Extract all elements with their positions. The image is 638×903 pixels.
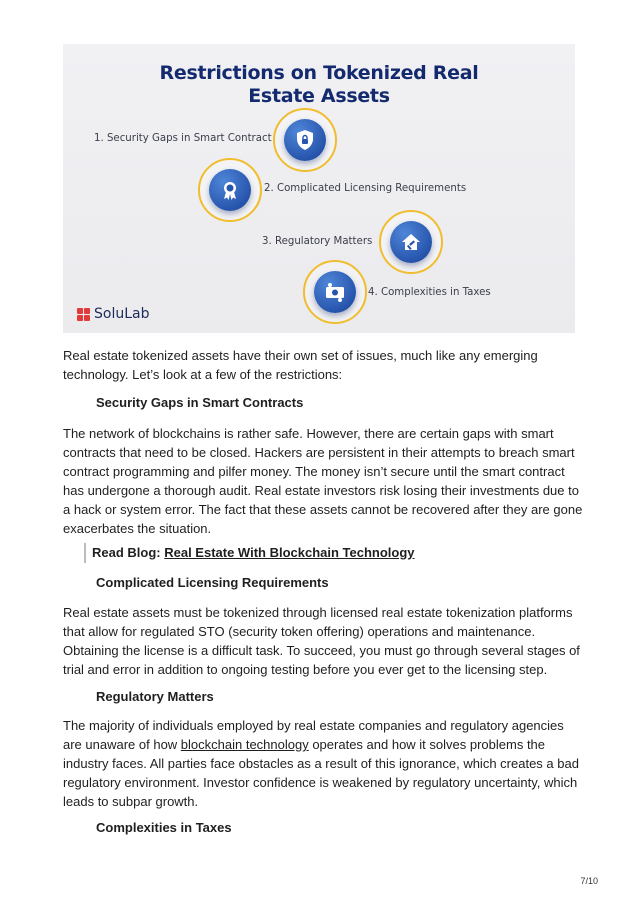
heading-regulatory: Regulatory Matters — [96, 689, 214, 704]
item-label-regulatory: 3. Regulatory Matters — [262, 236, 373, 247]
item-label-security-gaps: 1. Security Gaps in Smart Contract — [94, 133, 272, 144]
paragraph-security-gaps: The network of blockchains is rather safe. However, there are certain gaps with smart contracts that need to be closed. Hackers are persistent in their attempts to breach smart contract programming and pilfer money. The money isn’t secure until the smart contract has undergone a thorough audit. Real estate investors risk losing their investments due to a hack or system error. The fact that these assets cannot be recovered after they are gone exacerbates the situation. — [63, 426, 583, 536]
read-blog-callout — [84, 543, 415, 563]
blockchain-technology-link[interactable]: blockchain technology — [180, 737, 309, 752]
paragraph-regulatory — [63, 716, 583, 811]
regulatory-text-after: operates and how it solves problems the industry faces. All parties face obstacles as a result of this ignorance, which creates a bad regulatory environment. Investor confidence is weakened by regulatory uncertainty, which leads to subpar growth. — [63, 737, 579, 809]
badge-seal-icon — [209, 169, 251, 211]
page-number: 7/10 — [580, 876, 598, 886]
solulab-logo — [77, 306, 149, 322]
regulatory-text-before: The majority of individuals employed by real estate companies and regulatory agencies are unaware of how — [63, 718, 564, 752]
infographic-title-line-1: Restrictions on Tokenized Real — [159, 62, 479, 84]
heading-security-gaps: Security Gaps in Smart Contracts — [96, 395, 304, 410]
item-label-taxes: 4. Complexities in Taxes — [368, 287, 491, 298]
solulab-mark-icon — [77, 308, 90, 321]
infographic-image — [63, 44, 575, 333]
brand-name: SoluLab — [94, 306, 150, 322]
heading-taxes: Complexities in Taxes — [96, 820, 232, 835]
shield-lock-icon — [284, 119, 326, 161]
paragraph-licensing: Real estate assets must be tokenized through licensed real estate tokenization platforms that allow for regulated STO (security token offering) operations and maintenance. Obtaining the license is a difficult task. To succeed, you must go through several stages of trial and error in addition to ongoing testing before you ever get to the licensing step. — [63, 605, 580, 677]
read-blog-prefix: Read Blog: — [92, 545, 165, 560]
tax-money-icon — [314, 271, 356, 313]
item-label-licensing: 2. Complicated Licensing Requirements — [264, 183, 467, 194]
heading-licensing: Complicated Licensing Requirements — [96, 575, 329, 590]
infographic-title-line-2: Estate Assets — [248, 85, 390, 107]
read-blog-link[interactable]: Real Estate With Blockchain Technology — [164, 545, 415, 560]
infographic-title — [63, 62, 575, 108]
intro-paragraph: Real estate tokenized assets have their own set of issues, much like any emerging technology. Let’s look at a few of the restrictions: — [63, 348, 538, 382]
house-gavel-icon — [390, 221, 432, 263]
